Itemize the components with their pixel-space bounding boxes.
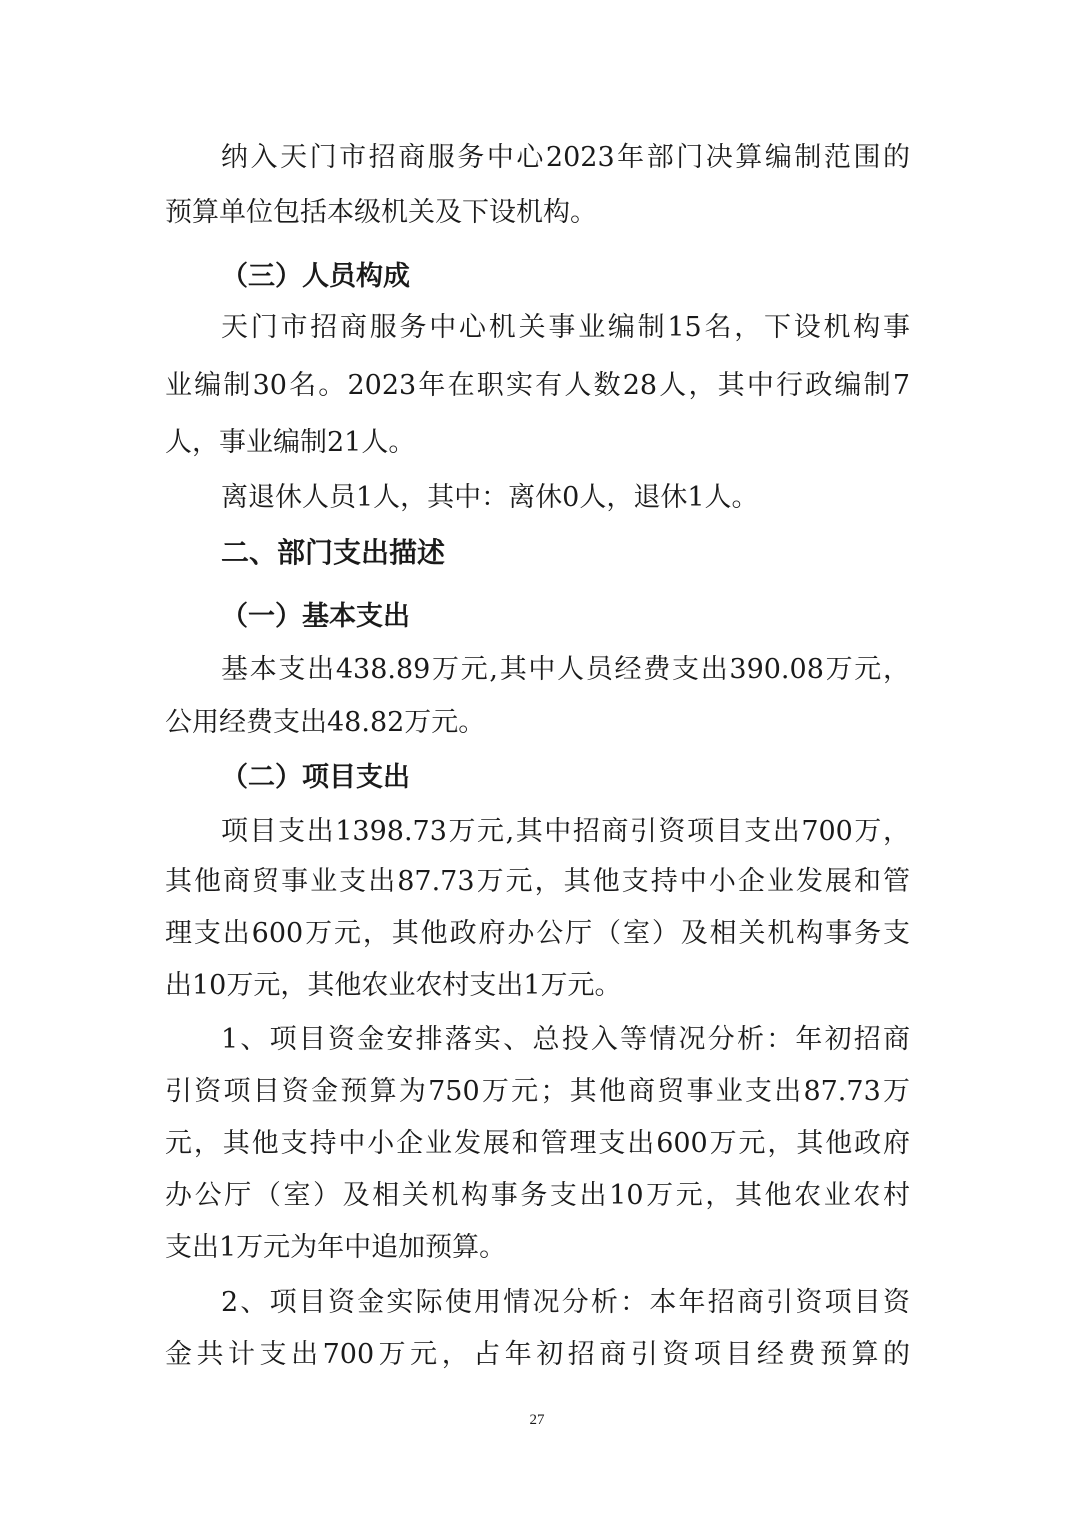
page-number: 27 (529, 1412, 545, 1428)
paragraph-line: 公用经费支出48.82万元。 (165, 707, 486, 738)
heading-section-two: 二、部门支出描述 (221, 536, 446, 569)
paragraph-line: 引资项目资金预算为750万元；其他商贸事业支出87.73万 (165, 1076, 910, 1107)
heading-personnel: （三）人员构成 (221, 261, 410, 292)
paragraph-line: 金共计支出700万元，占年初招商引资项目经费预算的 (165, 1339, 910, 1370)
heading-project-expenditure: （二）项目支出 (221, 762, 410, 793)
heading-basic-expenditure: （一）基本支出 (221, 601, 410, 632)
paragraph-line: 元，其他支持中小企业发展和管理支出600万元，其他政府 (165, 1128, 910, 1159)
paragraph-line: 预算单位包括本级机关及下设机构。 (165, 197, 597, 228)
paragraph-line: 离退休人员1人，其中：离休0人，退休1人。 (221, 482, 759, 513)
paragraph-line: 办公厅（室）及相关机构事务支出10万元，其他农业农村 (165, 1180, 910, 1211)
paragraph-line: 出10万元，其他农业农村支出1万元。 (165, 970, 622, 1001)
paragraph-line: 理支出600万元，其他政府办公厅（室）及相关机构事务支 (165, 918, 910, 949)
paragraph-line: 天门市招商服务中心机关事业编制15名，下设机构事 (221, 312, 910, 343)
paragraph-line: 人，事业编制21人。 (165, 427, 416, 458)
paragraph-line: 2、项目资金实际使用情况分析：本年招商引资项目资 (221, 1287, 910, 1318)
paragraph-line: 支出1万元为年中追加预算。 (165, 1232, 507, 1263)
paragraph-line: 1、项目资金安排落实、总投入等情况分析：年初招商 (221, 1024, 910, 1055)
paragraph-line: 项目支出1398.73万元,其中招商引资项目支出700万， (221, 816, 910, 847)
paragraph-line: 业编制30名。2023年在职实有人数28人，其中行政编制7 (165, 370, 910, 401)
paragraph-line: 纳入天门市招商服务中心2023年部门决算编制范围的 (221, 142, 910, 173)
paragraph-line: 其他商贸事业支出87.73万元，其他支持中小企业发展和管 (165, 866, 910, 897)
paragraph-line: 基本支出438.89万元,其中人员经费支出390.08万元， (221, 654, 910, 685)
